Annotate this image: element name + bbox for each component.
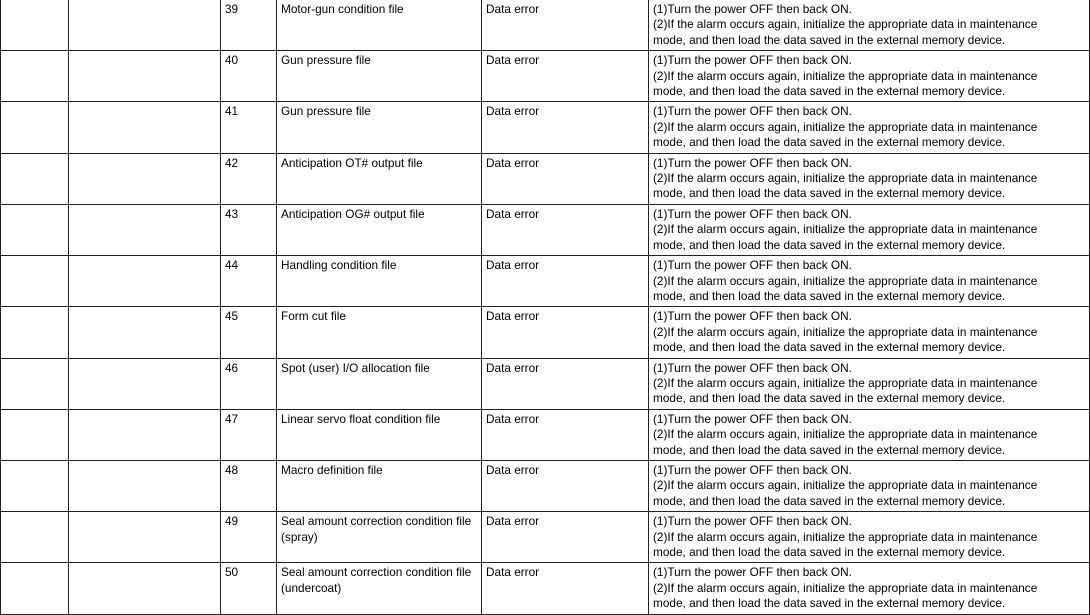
error-type-cell: Data error [482, 307, 649, 358]
remedy-line: mode, and then load the data saved in the external memory device. [653, 84, 1006, 99]
file-name-cell: Macro definition file [277, 460, 482, 511]
error-type-cell: Data error [482, 153, 649, 204]
blank-cell-b [69, 563, 221, 614]
file-name-cell: Form cut file [277, 307, 482, 358]
remedy-line: mode, and then load the data saved in the external memory device. [653, 391, 1006, 406]
remedy-line: mode, and then load the data saved in the external memory device. [653, 32, 1006, 47]
blank-cell-b [69, 460, 221, 511]
sub-code-cell: 50 [221, 563, 277, 614]
remedy-line: (2)If the alarm occurs again, initialize the appropriate data in maintenance [653, 17, 1038, 32]
blank-cell-b [69, 358, 221, 409]
file-name-cell: Seal amount correction condition file (undercoat) [277, 563, 482, 614]
file-name-cell: Spot (user) I/O allocation file [277, 358, 482, 409]
remedy-line: (1)Turn the power OFF then back ON. [653, 2, 852, 16]
remedy-line: (2)If the alarm occurs again, initialize the appropriate data in maintenance [653, 580, 1038, 595]
remedy-line: (2)If the alarm occurs again, initialize the appropriate data in maintenance [653, 427, 1038, 442]
error-type-cell: Data error [482, 563, 649, 614]
remedy-cell [649, 204, 1090, 255]
blank-cell-a [1, 460, 69, 511]
blank-cell-b [69, 153, 221, 204]
remedy-line: (1)Turn the power OFF then back ON. [653, 411, 852, 426]
blank-cell-a [1, 358, 69, 409]
remedy-line: (2)If the alarm occurs again, initialize the appropriate data in maintenance [653, 68, 1038, 83]
table-row [1, 460, 1090, 511]
table-row [1, 307, 1090, 358]
error-type-cell: Data error [482, 409, 649, 460]
blank-cell-a [1, 307, 69, 358]
table-row [1, 204, 1090, 255]
sub-code-cell: 44 [221, 256, 277, 307]
error-type-cell: Data error [482, 204, 649, 255]
table-row [1, 563, 1090, 614]
table-row [1, 409, 1090, 460]
blank-cell-b [69, 0, 221, 51]
remedy-cell [649, 409, 1090, 460]
sub-code-cell: 42 [221, 153, 277, 204]
alarm-table-body [1, 0, 1090, 614]
sub-code-cell: 45 [221, 307, 277, 358]
remedy-line: mode, and then load the data saved in the external memory device. [653, 237, 1006, 252]
remedy-line: mode, and then load the data saved in the external memory device. [653, 288, 1006, 303]
remedy-cell [649, 307, 1090, 358]
sub-code-cell: 41 [221, 102, 277, 153]
remedy-line: (1)Turn the power OFF then back ON. [653, 258, 852, 273]
remedy-line: (1)Turn the power OFF then back ON. [653, 565, 852, 580]
remedy-cell [649, 0, 1090, 51]
remedy-line: (1)Turn the power OFF then back ON. [653, 206, 852, 221]
file-name-cell: Linear servo float condition file [277, 409, 482, 460]
table-row [1, 102, 1090, 153]
remedy-line: (1)Turn the power OFF then back ON. [653, 309, 852, 324]
table-row [1, 153, 1090, 204]
remedy-cell [649, 512, 1090, 563]
blank-cell-b [69, 102, 221, 153]
file-name-cell: Seal amount correction condition file (spray) [277, 512, 482, 563]
remedy-line: mode, and then load the data saved in the external memory device. [653, 545, 1006, 559]
file-name-cell: Anticipation OT# output file [277, 153, 482, 204]
blank-cell-a [1, 102, 69, 153]
remedy-line: (2)If the alarm occurs again, initialize the appropriate data in maintenance [653, 529, 1038, 544]
remedy-line: (2)If the alarm occurs again, initialize the appropriate data in maintenance [653, 119, 1038, 134]
blank-cell-a [1, 153, 69, 204]
blank-cell-a [1, 563, 69, 614]
remedy-cell [649, 460, 1090, 511]
remedy-cell [649, 102, 1090, 153]
table-row [1, 358, 1090, 409]
error-type-cell: Data error [482, 358, 649, 409]
remedy-line: (1)Turn the power OFF then back ON. [653, 360, 852, 375]
sub-code-cell: 47 [221, 409, 277, 460]
blank-cell-b [69, 307, 221, 358]
blank-cell-a [1, 409, 69, 460]
error-type-cell: Data error [482, 102, 649, 153]
remedy-cell [649, 256, 1090, 307]
blank-cell-a [1, 256, 69, 307]
blank-cell-b [69, 409, 221, 460]
table-row [1, 51, 1090, 102]
remedy-cell [649, 153, 1090, 204]
error-type-cell: Data error [482, 460, 649, 511]
remedy-line: (1)Turn the power OFF then back ON. [653, 462, 852, 477]
table-row [1, 0, 1090, 51]
remedy-line: (1)Turn the power OFF then back ON. [653, 155, 852, 170]
sub-code-cell: 39 [221, 0, 277, 51]
remedy-line: (2)If the alarm occurs again, initialize the appropriate data in maintenance [653, 324, 1038, 339]
file-name-cell: Gun pressure file [277, 51, 482, 102]
sub-code-cell: 49 [221, 512, 277, 563]
blank-cell-a [1, 204, 69, 255]
remedy-line: mode, and then load the data saved in the external memory device. [653, 442, 1006, 457]
error-type-cell: Data error [482, 512, 649, 563]
file-name-cell: Handling condition file [277, 256, 482, 307]
blank-cell-b [69, 204, 221, 255]
remedy-line: (2)If the alarm occurs again, initialize the appropriate data in maintenance [653, 375, 1038, 390]
sub-code-cell: 48 [221, 460, 277, 511]
error-type-cell: Data error [482, 0, 649, 51]
table-row [1, 512, 1090, 563]
sub-code-cell: 40 [221, 51, 277, 102]
file-name-cell: Motor-gun condition file [277, 0, 482, 51]
blank-cell-b [69, 51, 221, 102]
file-name-cell: Anticipation OG# output file [277, 204, 482, 255]
file-name-cell: Gun pressure file [277, 102, 482, 153]
error-type-cell: Data error [482, 256, 649, 307]
remedy-line: (2)If the alarm occurs again, initialize the appropriate data in maintenance [653, 222, 1038, 237]
remedy-line: (1)Turn the power OFF then back ON. [653, 53, 852, 68]
remedy-line: (2)If the alarm occurs again, initialize the appropriate data in maintenance [653, 273, 1038, 288]
remedy-cell [649, 358, 1090, 409]
blank-cell-a [1, 51, 69, 102]
remedy-line: (1)Turn the power OFF then back ON. [653, 514, 852, 529]
remedy-line: mode, and then load the data saved in the external memory device. [653, 186, 1006, 201]
error-type-cell: Data error [482, 51, 649, 102]
blank-cell-b [69, 512, 221, 563]
remedy-line: mode, and then load the data saved in the external memory device. [653, 135, 1006, 150]
table-row [1, 256, 1090, 307]
sub-code-cell: 46 [221, 358, 277, 409]
remedy-line: mode, and then load the data saved in the external memory device. [653, 493, 1006, 508]
blank-cell-a [1, 0, 69, 51]
remedy-cell [649, 51, 1090, 102]
remedy-cell [649, 563, 1090, 614]
remedy-line: (1)Turn the power OFF then back ON. [653, 104, 852, 119]
remedy-line: (2)If the alarm occurs again, initialize the appropriate data in maintenance [653, 171, 1038, 186]
remedy-line: (2)If the alarm occurs again, initialize the appropriate data in maintenance [653, 478, 1038, 493]
remedy-line: mode, and then load the data saved in the external memory device. [653, 596, 1006, 611]
sub-code-cell: 43 [221, 204, 277, 255]
remedy-line: mode, and then load the data saved in the external memory device. [653, 340, 1006, 355]
blank-cell-b [69, 256, 221, 307]
blank-cell-a [1, 512, 69, 563]
